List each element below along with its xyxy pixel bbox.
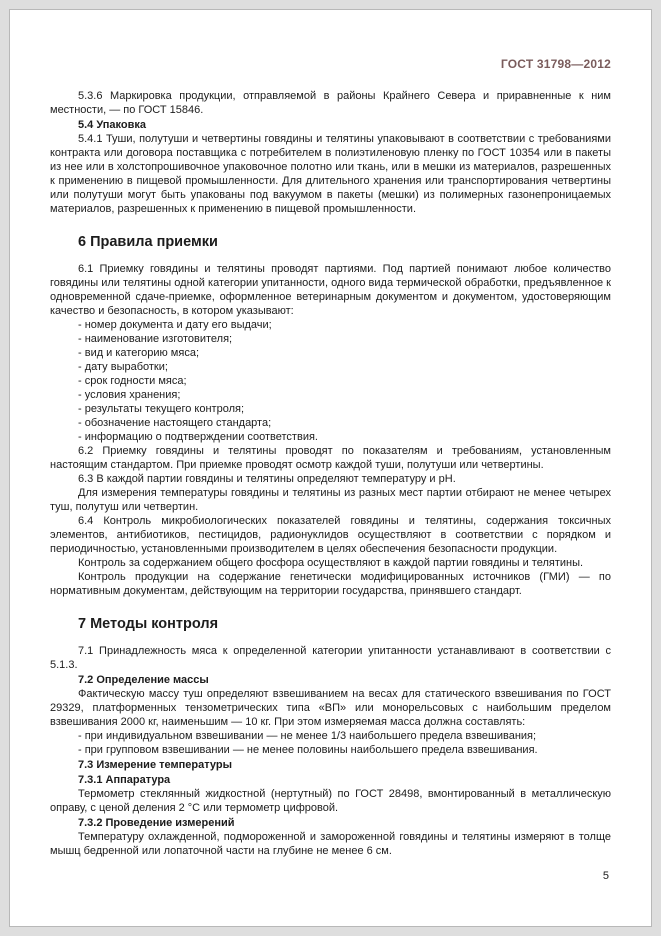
- paragraph: 6.1 Приемку говядины и телятины проводят партиями. Под партией понимают любое количество говядины или телятины одной категории упитанности, одного вида термической обработки, предъявленное к одновременной сдаче-приемке, оформленное ветеринарным документом и документом, удостоверяющим качество и безопасность, в котором указывают:: [50, 263, 611, 317]
- paragraph: 7.1 Принадлежность мяса к определенной категории упитанности устанавливают в соответствии с 5.1.3.: [50, 645, 611, 671]
- paragraph: 6.3 В каждой партии говядины и телятины определяют температуру и pH.: [78, 473, 456, 485]
- gost-number: ГОСТ 31798—2012: [500, 57, 611, 71]
- subsection-heading: 7.3.2 Проведение измерений: [78, 817, 235, 829]
- paragraph: 6.2 Приемку говядины и телятины проводят по показателям и требованиям, установленным настоящим стандартом. При приемке проводят осмотр каждой туши, полутуши или четвертины.: [50, 445, 611, 471]
- section-heading: 6 Правила приемки: [78, 234, 218, 250]
- list-item: - номер документа и дату его выдачи;: [78, 319, 272, 331]
- list-item: - при групповом взвешивании — не менее половины наибольшего предела взвешивания.: [78, 744, 538, 756]
- paragraph: Температуру охлажденной, подмороженной и замороженной говядины и телятины измеряют в толще мышц бедренной или лопаточной части на глубине не менее 6 см.: [50, 831, 611, 857]
- list-item: - дату выработки;: [78, 361, 168, 373]
- subsection-heading: 7.3 Измерение температуры: [78, 759, 232, 771]
- page-number: 5: [602, 870, 609, 882]
- list-item: - вид и категорию мяса;: [78, 347, 199, 359]
- section-heading: 7 Методы контроля: [78, 616, 219, 632]
- paragraph: 5.4.1 Туши, полутуши и четвертины говядины и телятины упаковывают в соответствии с требованиями контракта или договора поставщика с потребителем в полиэтиленовую пленку по ГОСТ 10354 или в пакеты из нее или в холстопрошивочное упаковочное полотно или ткань, или в мешки из материалов, разрешенных к применению в пищевой промышленности. Для длительного хранения или транспортирования четвертины или полутуши могут быть упакованы под вакуумом в пакеты (мешки) из полимерных газонепроницаемых материалов, разрешенных к применению в пищевой промышленности.: [50, 133, 611, 215]
- list-item: - при индивидуальном взвешивании — не менее 1/3 наибольшего предела взвешивания;: [78, 730, 537, 742]
- paragraph: 5.3.6 Маркировка продукции, отправляемой в районы Крайнего Севера и приравненные к ним местности, — по ГОСТ 15846.: [50, 90, 611, 116]
- list-item: - условия хранения;: [78, 389, 181, 401]
- paragraph: Фактическую массу туш определяют взвешиванием на весах для статического взвешивания по ГОСТ 29329, платформенных тензометрических типа «ВП» или монорельсовых с наибольшим пределом взвешивания 2000 кг, наименьшим — 10 кг. При этом измеряемая масса должна составлять:: [50, 688, 611, 728]
- subsection-heading: 7.3.1 Аппаратура: [78, 774, 171, 786]
- document-page: [9, 9, 652, 927]
- list-item: - результаты текущего контроля;: [78, 403, 245, 415]
- paragraph: Для измерения температуры говядины и телятины из разных мест партии отбирают не менее четырех туш, полутуш или четвертин.: [50, 487, 611, 513]
- document-content: [50, 89, 611, 858]
- paragraph: 6.4 Контроль микробиологических показателей говядины и телятины, содержания токсичных элементов, антибиотиков, пестицидов, радионуклидов осуществляют в соответствии с порядком и периодичностью, установленными производителем в целях обеспечения безопасности продукции.: [50, 515, 611, 555]
- subsection-heading: 7.2 Определение массы: [78, 674, 209, 686]
- subsection-heading: 5.4 Упаковка: [78, 119, 146, 131]
- list-item: - информацию о подтверждении соответствия.: [78, 431, 318, 443]
- list-item: - срок годности мяса;: [78, 375, 187, 387]
- list-item: - обозначение настоящего стандарта;: [78, 417, 272, 429]
- list-item: - наименование изготовителя;: [78, 333, 233, 345]
- paragraph: Контроль за содержанием общего фосфора осуществляют в каждой партии говядины и телятины.: [78, 557, 584, 569]
- paragraph: Термометр стеклянный жидкостной (нертутный) по ГОСТ 28498, вмонтированный в металлическую оправу, с ценой деления 2 °С или термометр цифровой.: [50, 788, 611, 814]
- paragraph: Контроль продукции на содержание генетически модифицированных источников (ГМИ) — по нормативным документам, действующим на территории государства, принявшего стандарт.: [50, 571, 611, 597]
